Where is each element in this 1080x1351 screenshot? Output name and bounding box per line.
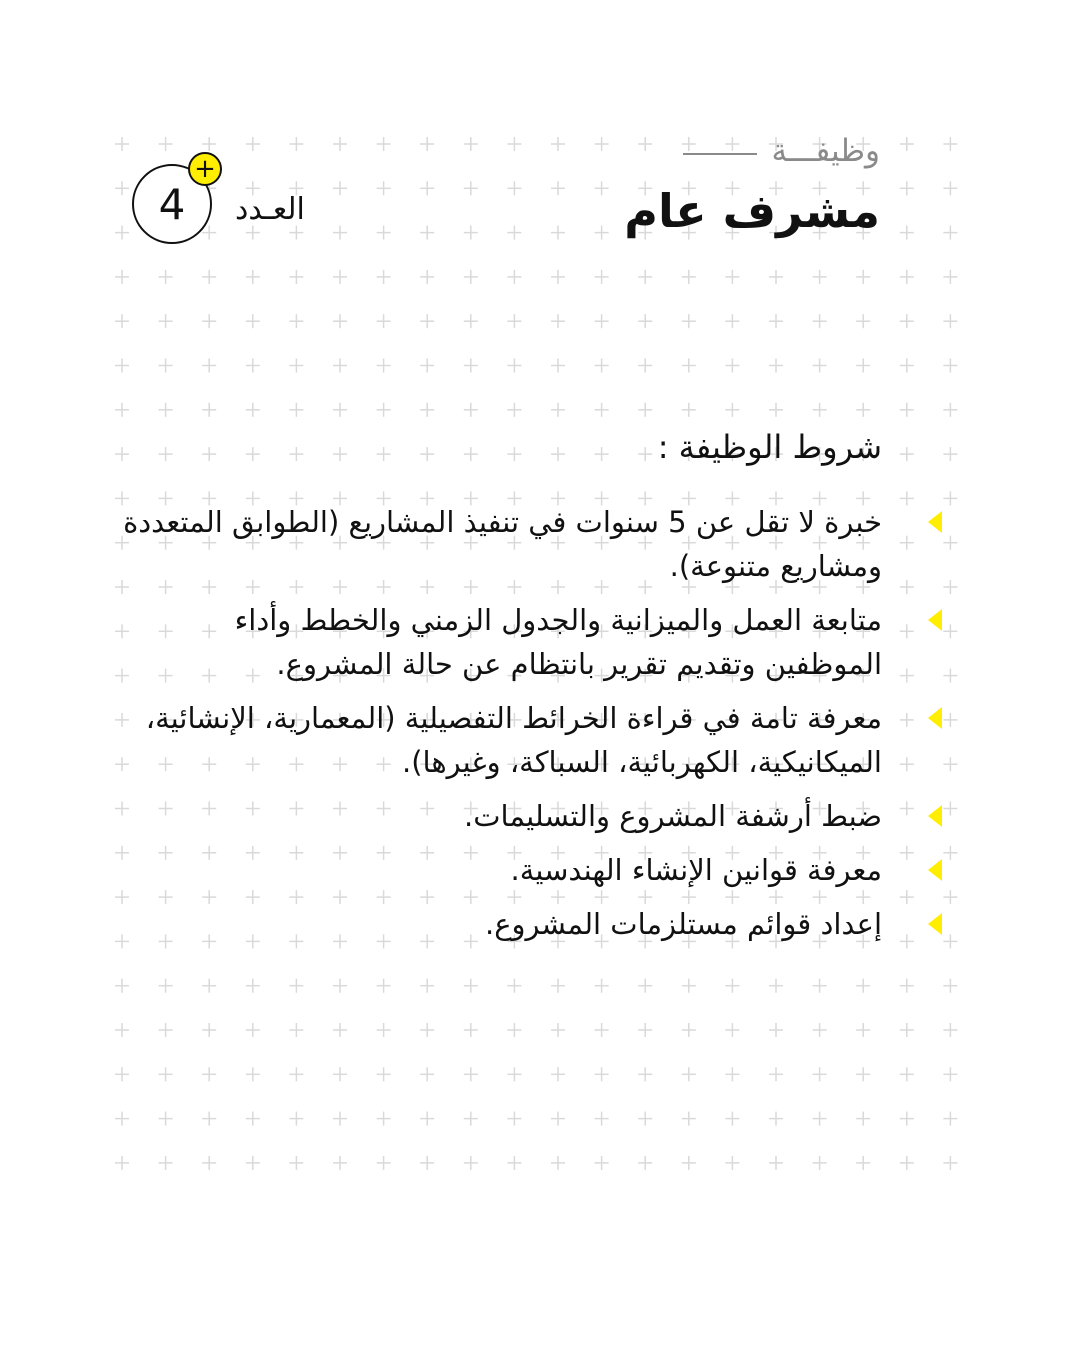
requirement-item <box>112 598 972 686</box>
count-value: 4 <box>158 179 186 229</box>
requirement-text: معرفة قوانين الإنشاء الهندسية. <box>510 853 882 887</box>
yellow-triangle-icon <box>928 707 942 729</box>
requirement-item <box>112 794 972 838</box>
requirement-item <box>112 902 972 946</box>
yellow-triangle-icon <box>928 859 942 881</box>
requirement-text: إعداد قوائم مستلزمات المشروع. <box>485 907 882 941</box>
requirements-list <box>112 500 972 946</box>
job-header <box>460 128 880 244</box>
count-label: العـدد <box>235 192 305 227</box>
yellow-triangle-icon <box>928 511 942 533</box>
requirement-text: متابعة العمل والميزانية والجدول الزمني والخطط وأداء الموظفين وتقديم تقرير بانتظام عن حالة المشروع. <box>234 603 882 681</box>
requirement-text: خبرة لا تقل عن 5 سنوات في تنفيذ المشاريع (الطوابق المتعددة ومشاريع متنوعة). <box>123 505 882 583</box>
requirement-item <box>112 696 972 784</box>
requirement-text: معرفة تامة في قراءة الخرائط التفصيلية (المعمارية، الإنشائية، الميكانيكية، الكهربائية، السباكة، وغيرها). <box>145 701 882 779</box>
requirements-section <box>112 420 972 956</box>
plus-icon: + <box>188 152 222 186</box>
job-label-row <box>460 128 880 174</box>
yellow-triangle-icon <box>928 609 942 631</box>
job-title: مشرف عام <box>624 184 880 238</box>
requirement-text: ضبط أرشفة المشروع والتسليمات. <box>464 799 882 833</box>
count-block <box>132 150 342 250</box>
requirement-item <box>112 848 972 892</box>
requirements-heading: شروط الوظيفة : <box>657 428 882 466</box>
job-label: وظيفـــة <box>771 133 880 169</box>
yellow-triangle-icon <box>928 913 942 935</box>
yellow-triangle-icon <box>928 805 942 827</box>
label-underline <box>683 153 757 155</box>
requirement-item <box>112 500 972 588</box>
